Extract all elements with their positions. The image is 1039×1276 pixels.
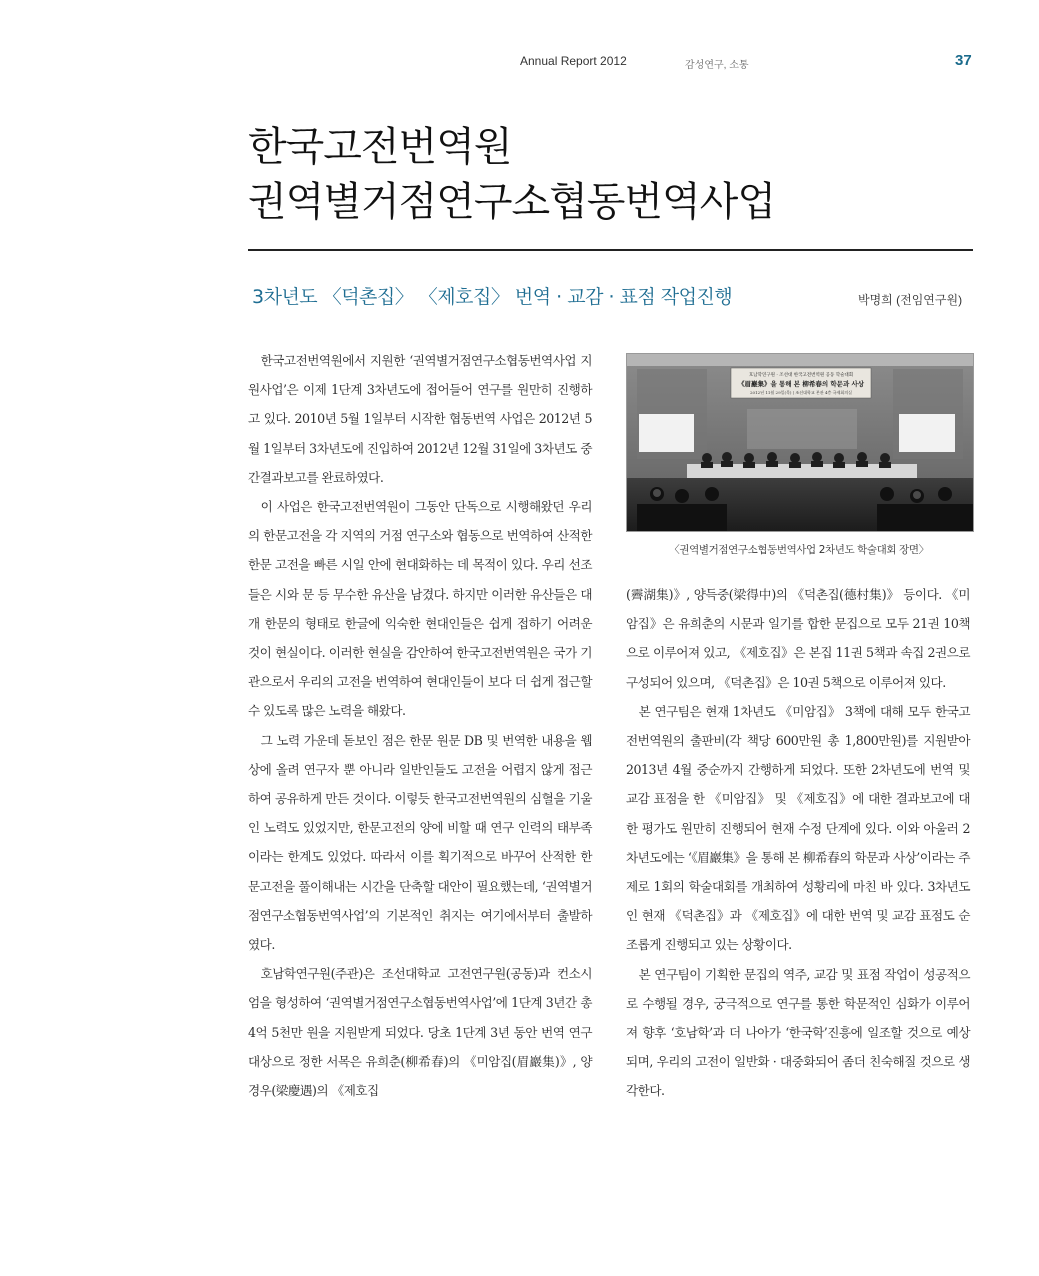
photo-banner-line-2: 《眉巖集》을 통해 본 柳希春의 학문과 사상 <box>737 380 865 388</box>
paragraph: 한국고전번역원에서 지원한 ‘권역별거점연구소협동번역사업 지원사업’은 이제 1단계 3차년도에 접어들어 연구를 원만히 진행하고 있다. 2010년 5월 1일부터 시작한 협동번역 사업은 2012년 5월 1일부터 3차년도에 진입하여 2012년 12월 31일에 3차년도 중간결과보고를 완료하였다. <box>248 353 592 485</box>
header-section-label: 감성연구, 소통 <box>685 60 749 71</box>
right-text-column <box>626 580 970 1106</box>
photo-banner-line-1: 호남학연구원 · 조선대 한국고전번역원 공동 학술대회 <box>748 373 854 378</box>
article-title <box>248 120 775 230</box>
article-title-line-1: 한국고전번역원 <box>248 124 512 170</box>
author-byline: 박명희 (전임연구원) <box>858 293 963 307</box>
header-report-title: Annual Report 2012 <box>520 54 627 68</box>
page-number: 37 <box>955 52 972 69</box>
paragraph: 본 연구팀이 기획한 문집의 역주, 교감 및 표점 작업이 성공적으로 수행될 경우, 궁극적으로 연구를 통한 학문적인 심화가 이루어져 향후 ‘호남학’과 더 나아가 ‘한국학’진흥에 일조할 것으로 예상되며, 우리의 고전이 일반화 · 대중화되어 좀더 친숙해질 것으로 생각한다. <box>626 966 970 1099</box>
photo-caption: 〈권역별거점연구소협동번역사업 2차년도 학술대회 장면〉 <box>669 544 929 556</box>
paragraph: 이 사업은 한국고전번역원이 그동안 단독으로 시행해왔던 우리의 한문고전을 각 지역의 거점 연구소와 협동으로 번역하여 산적한 한문 고전을 빠른 시일 안에 현대화하는 데 목적이 있다. 우리 선조들은 시와 문 등 무수한 유산을 남겼다. 하지만 이러한 유산들은 대개 한문의 형태로 한글에 익숙한 현대인들은 쉽게 접하기 어려운 것이 현실이다. 이러한 현실을 감안하여 한국고전번역원은 국가 기관으로서 우리의 고전을 번역하여 현대인들이 보다 더 쉽게 접근할 수 있도록 많은 노력을 해왔다. <box>248 499 592 719</box>
symposium-photo-drawing <box>627 354 973 531</box>
paragraph: 그 노력 가운데 돋보인 점은 한문 원문 DB 및 번역한 내용을 웹상에 올려 연구자 뿐 아니라 일반인들도 고전을 어렵지 않게 접근하여 공유하게 만든 것이다. 이렇듯 한국고전번역원의 심혈을 기울인 노력도 있었지만, 한문고전의 양에 비할 때 연구 인력의 태부족이라는 한계도 있었다. 따라서 이를 획기적으로 바꾸어 산적한 한문고전을 풀이해내는 시간을 단축할 대안이 필요했는데, ‘권역별거점연구소협동번역사업’의 기본적인 취지는 여기에서부터 출발하였다. <box>248 732 592 953</box>
symposium-photo <box>626 353 974 532</box>
paragraph: (霽湖集)》, 양득중(梁得中)의 《덕촌집(德村集)》 등이다. 《미암집》은 유희춘의 시문과 일기를 합한 문집으로 모두 21권 10책으로 이루어져 있고, 《제호집》은 본집 11권 5책과 속집 2권으로 구성되어 있으며, 《덕촌집》은 10권 5책으로 이루어져 있다. <box>626 587 970 690</box>
paragraph: 본 연구팀은 현재 1차년도 《미암집》 3책에 대해 모두 한국고전번역원의 출판비(각 책당 600만원 총 1,800만원)를 지원받아 2013년 4월 중순까지 간행하게 되었다. 또한 2차년도에 번역 및 교감 표점을 한 《미암집》 및 《제호집》에 대한 결과보고에 대한 평가도 원만히 진행되어 현재 수정 단계에 있다. 이와 아울러 2차년도에는 ‘《眉巖集》을 통해 본 柳希春의 학문과 사상’이라는 주제로 1회의 학술대회를 개최하여 성황리에 마친 바 있다. 3차년도인 현재 《덕촌집》과 《제호집》에 대한 번역 및 교감 표점도 순조롭게 진행되고 있는 상황이다. <box>626 703 970 953</box>
article-title-line-2: 권역별거점연구소협동번역사업 <box>248 179 775 225</box>
photo-banner-line-3: 2012년 11월 29일(목) | 조선대학교 본관 4층 국제회의실 <box>750 390 852 395</box>
title-divider <box>248 249 973 251</box>
paragraph: 호남학연구원(주관)은 조선대학교 고전연구원(공동)과 컨소시엄을 형성하여 ‘권역별거점연구소협동번역사업’에 1단계 3년간 총 4억 5천만 원을 지원받게 되었다. 당초 1단계 3년 동안 번역 연구 대상으로 정한 서목은 유희춘(柳希春)의 《미암집(眉巖集)》, 양경우(梁慶遇)의 《제호집 <box>248 966 592 1099</box>
left-text-column <box>248 346 592 1105</box>
article-subtitle: 3차년도 〈덕촌집〉 〈제호집〉 번역 · 교감 · 표점 작업진행 <box>252 286 733 308</box>
